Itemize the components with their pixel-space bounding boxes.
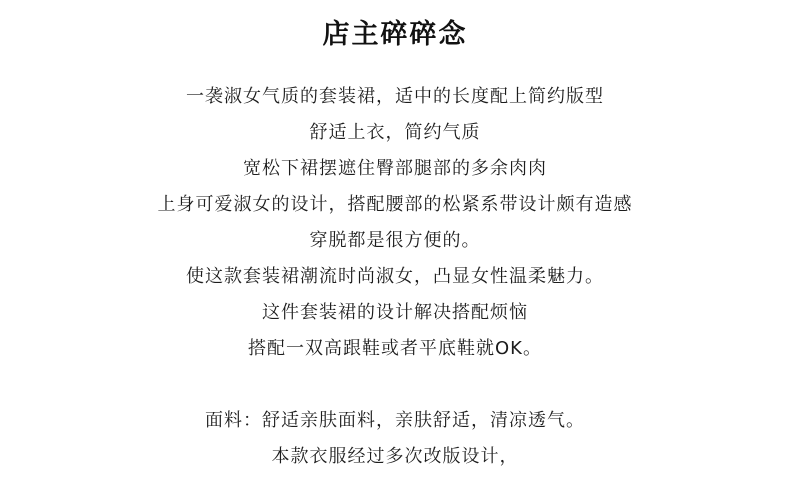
page-title: 店主碎碎念 — [322, 19, 468, 50]
description-line: 使这款套装裙潮流时尚淑女，凸显女性温柔魅力。 — [186, 266, 604, 287]
fabric-line: 面料：舒适亲肤面料，亲肤舒适，清凉透气。 — [205, 410, 585, 431]
description-line: 搭配一双高跟鞋或者平底鞋就OK。 — [248, 338, 542, 359]
design-note-line: 本款衣服经过多次改版设计， — [271, 446, 519, 467]
description-line: 一袭淑女气质的套装裙，适中的长度配上简约版型 — [186, 86, 604, 107]
description-line: 上身可爱淑女的设计，搭配腰部的松紧系带设计颇有造感 — [157, 194, 633, 215]
description-line: 舒适上衣，简约气质 — [309, 122, 481, 143]
description-line: 这件套装裙的设计解决搭配烦恼 — [262, 302, 528, 323]
description-line: 宽松下裙摆遮住臀部腿部的多余肉肉 — [243, 158, 547, 179]
description-line: 穿脱都是很方便的。 — [309, 230, 481, 251]
